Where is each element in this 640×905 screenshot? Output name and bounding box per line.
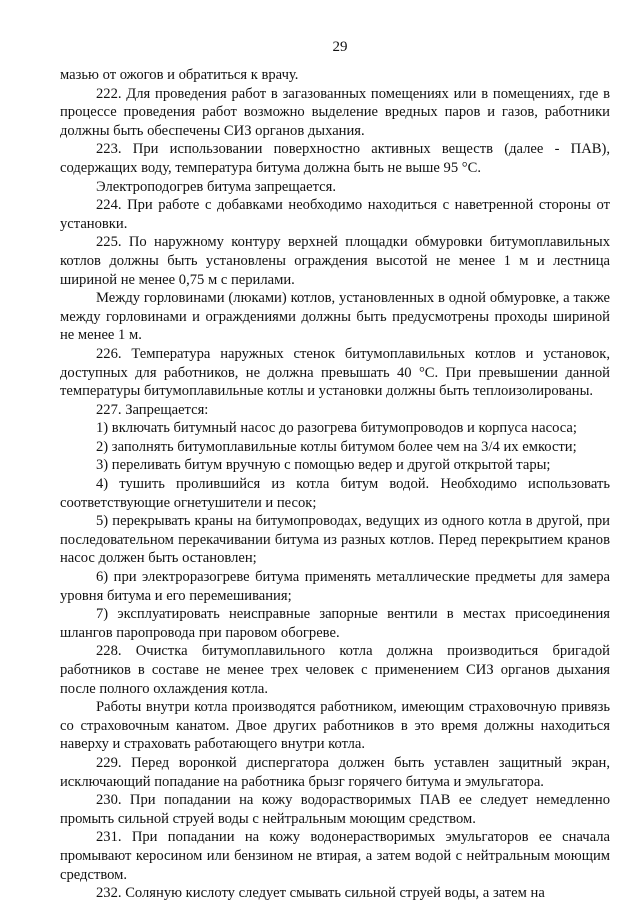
paragraph-226: 226. Температура наружных стенок битумоплавильных котлов и установок, доступных для работников, не должна превышать 40 °С. При превышении данной температуры битумоплавильные котлы и установки должны быть теплоизолированы.: [60, 345, 610, 400]
paragraph-225: 225. По наружному контуру верхней площадки обмуровки битумоплавильных котлов должны быть установлены ограждения высотой не менее 1 м и лестница шириной не менее 0,75 м с перилами.: [60, 234, 610, 288]
paragraph-227: 227. Запрещается:: [96, 401, 209, 418]
list-item-227-5: 5) перекрывать краны на битумопроводах, ведущих из одного котла в другой, при последовательном перекачивании битума из разных котлов. Перед перекрытием кранов насос должен быть остановлен;: [60, 513, 610, 567]
paragraph-229: 229. Перед воронкой диспергатора должен быть уставлен защитный экран, исключающий попадание на работника брызг горячего битума и эмульгатора.: [60, 754, 610, 790]
page-number: 29: [332, 39, 348, 55]
list-item-227-3: 3) переливать битум вручную с помощью ведер и другой открытой тары;: [96, 457, 551, 474]
paragraph-223-note: Электроподогрев битума запрещается.: [96, 178, 336, 195]
paragraph-228-note: Работы внутри котла производятся работником, имеющим страховочную привязь со страховочным канатом. Двое других работников в это время должны находиться наверху и страховать работающего внутри котла.: [60, 699, 610, 753]
list-item-227-1: 1) включать битумный насос до разогрева битумопроводов и корпуса насоса;: [96, 420, 577, 437]
list-item-227-6: 6) при электроразогреве битума применять металлические предметы для замера уровня битума и его перемешивания;: [60, 569, 610, 604]
document-body: [60, 66, 610, 903]
paragraph-232: 232. Соляную кислоту следует смывать сильной струей воды, а затем на: [96, 885, 545, 902]
paragraph-230: 230. При попадании на кожу водорастворимых ПАВ ее следует немедленно промыть сильной струей воды с нейтральным моющим средством.: [60, 792, 610, 827]
list-item-227-2: 2) заполнять битумоплавильные котлы битумом более чем на 3/4 их емкости;: [96, 438, 577, 455]
paragraph-223: 223. При использовании поверхностно активных веществ (далее - ПАВ), содержащих воду, температура битума должна быть не выше 95 °С.: [60, 141, 610, 176]
paragraph-225-note: Между горловинами (люками) котлов, установленных в одной обмуровке, а также между горловинами и ограждениями должны быть предусмотрены проходы шириной не менее 1 м.: [60, 290, 610, 344]
paragraph-continuation: мазью от ожогов и обратиться к врачу.: [60, 67, 299, 83]
list-item-227-4: 4) тушить пролившийся из котла битум водой. Необходимо использовать соответствующие огнетушители и песок;: [60, 476, 610, 511]
paragraph-231: 231. При попадании на кожу водонерастворимых эмульгаторов ее сначала промывают керосином или бензином не втирая, а затем водой с нейтральным моющим средством.: [60, 829, 610, 883]
paragraph-224: 224. При работе с добавками необходимо находиться с наветренной стороны от установки.: [60, 197, 610, 232]
list-item-227-7: 7) эксплуатировать неисправные запорные вентили в местах присоединения шлангов паропровода при паровом обогреве.: [60, 606, 610, 641]
paragraph-228: 228. Очистка битумоплавильного котла должна производиться бригадой работников в составе не менее трех человек с применением СИЗ органов дыхания после полного охлаждения котла.: [60, 643, 610, 697]
paragraph-222: 222. Для проведения работ в загазованных помещениях или в помещениях, где в процессе проведения работ возможно выделение вредных паров и газов, работники должны быть обеспечены СИЗ органов дыхания.: [60, 85, 610, 139]
